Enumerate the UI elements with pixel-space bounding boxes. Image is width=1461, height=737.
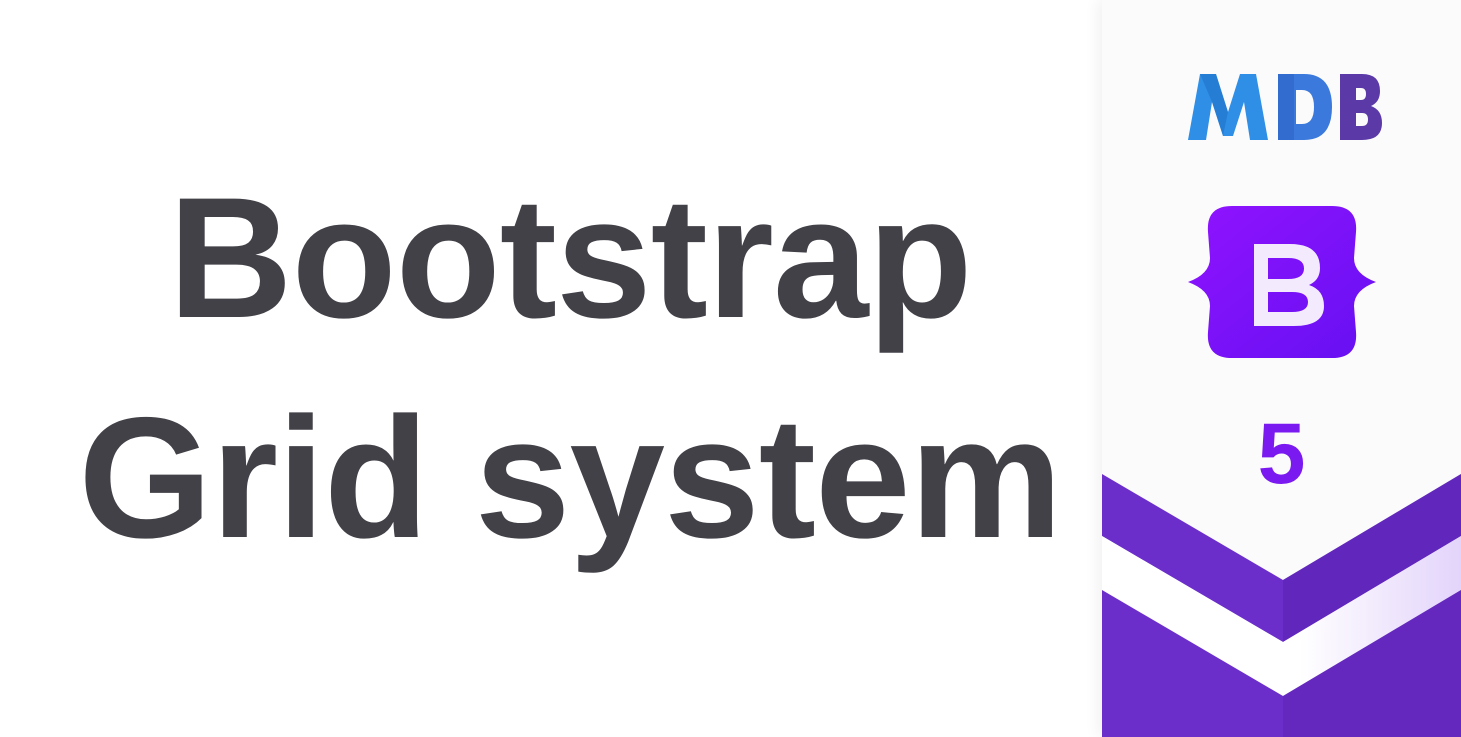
bootstrap-version-number: 5	[1257, 406, 1306, 502]
mdb-logo-icon	[1186, 62, 1382, 148]
chevron-decoration-icon	[1102, 470, 1461, 737]
headline-line-1: Bootstrap	[168, 162, 972, 354]
headline-line-2: Grid system	[78, 382, 1062, 574]
brand-side-panel	[1102, 0, 1461, 737]
bootstrap-logo-icon	[1184, 202, 1380, 362]
